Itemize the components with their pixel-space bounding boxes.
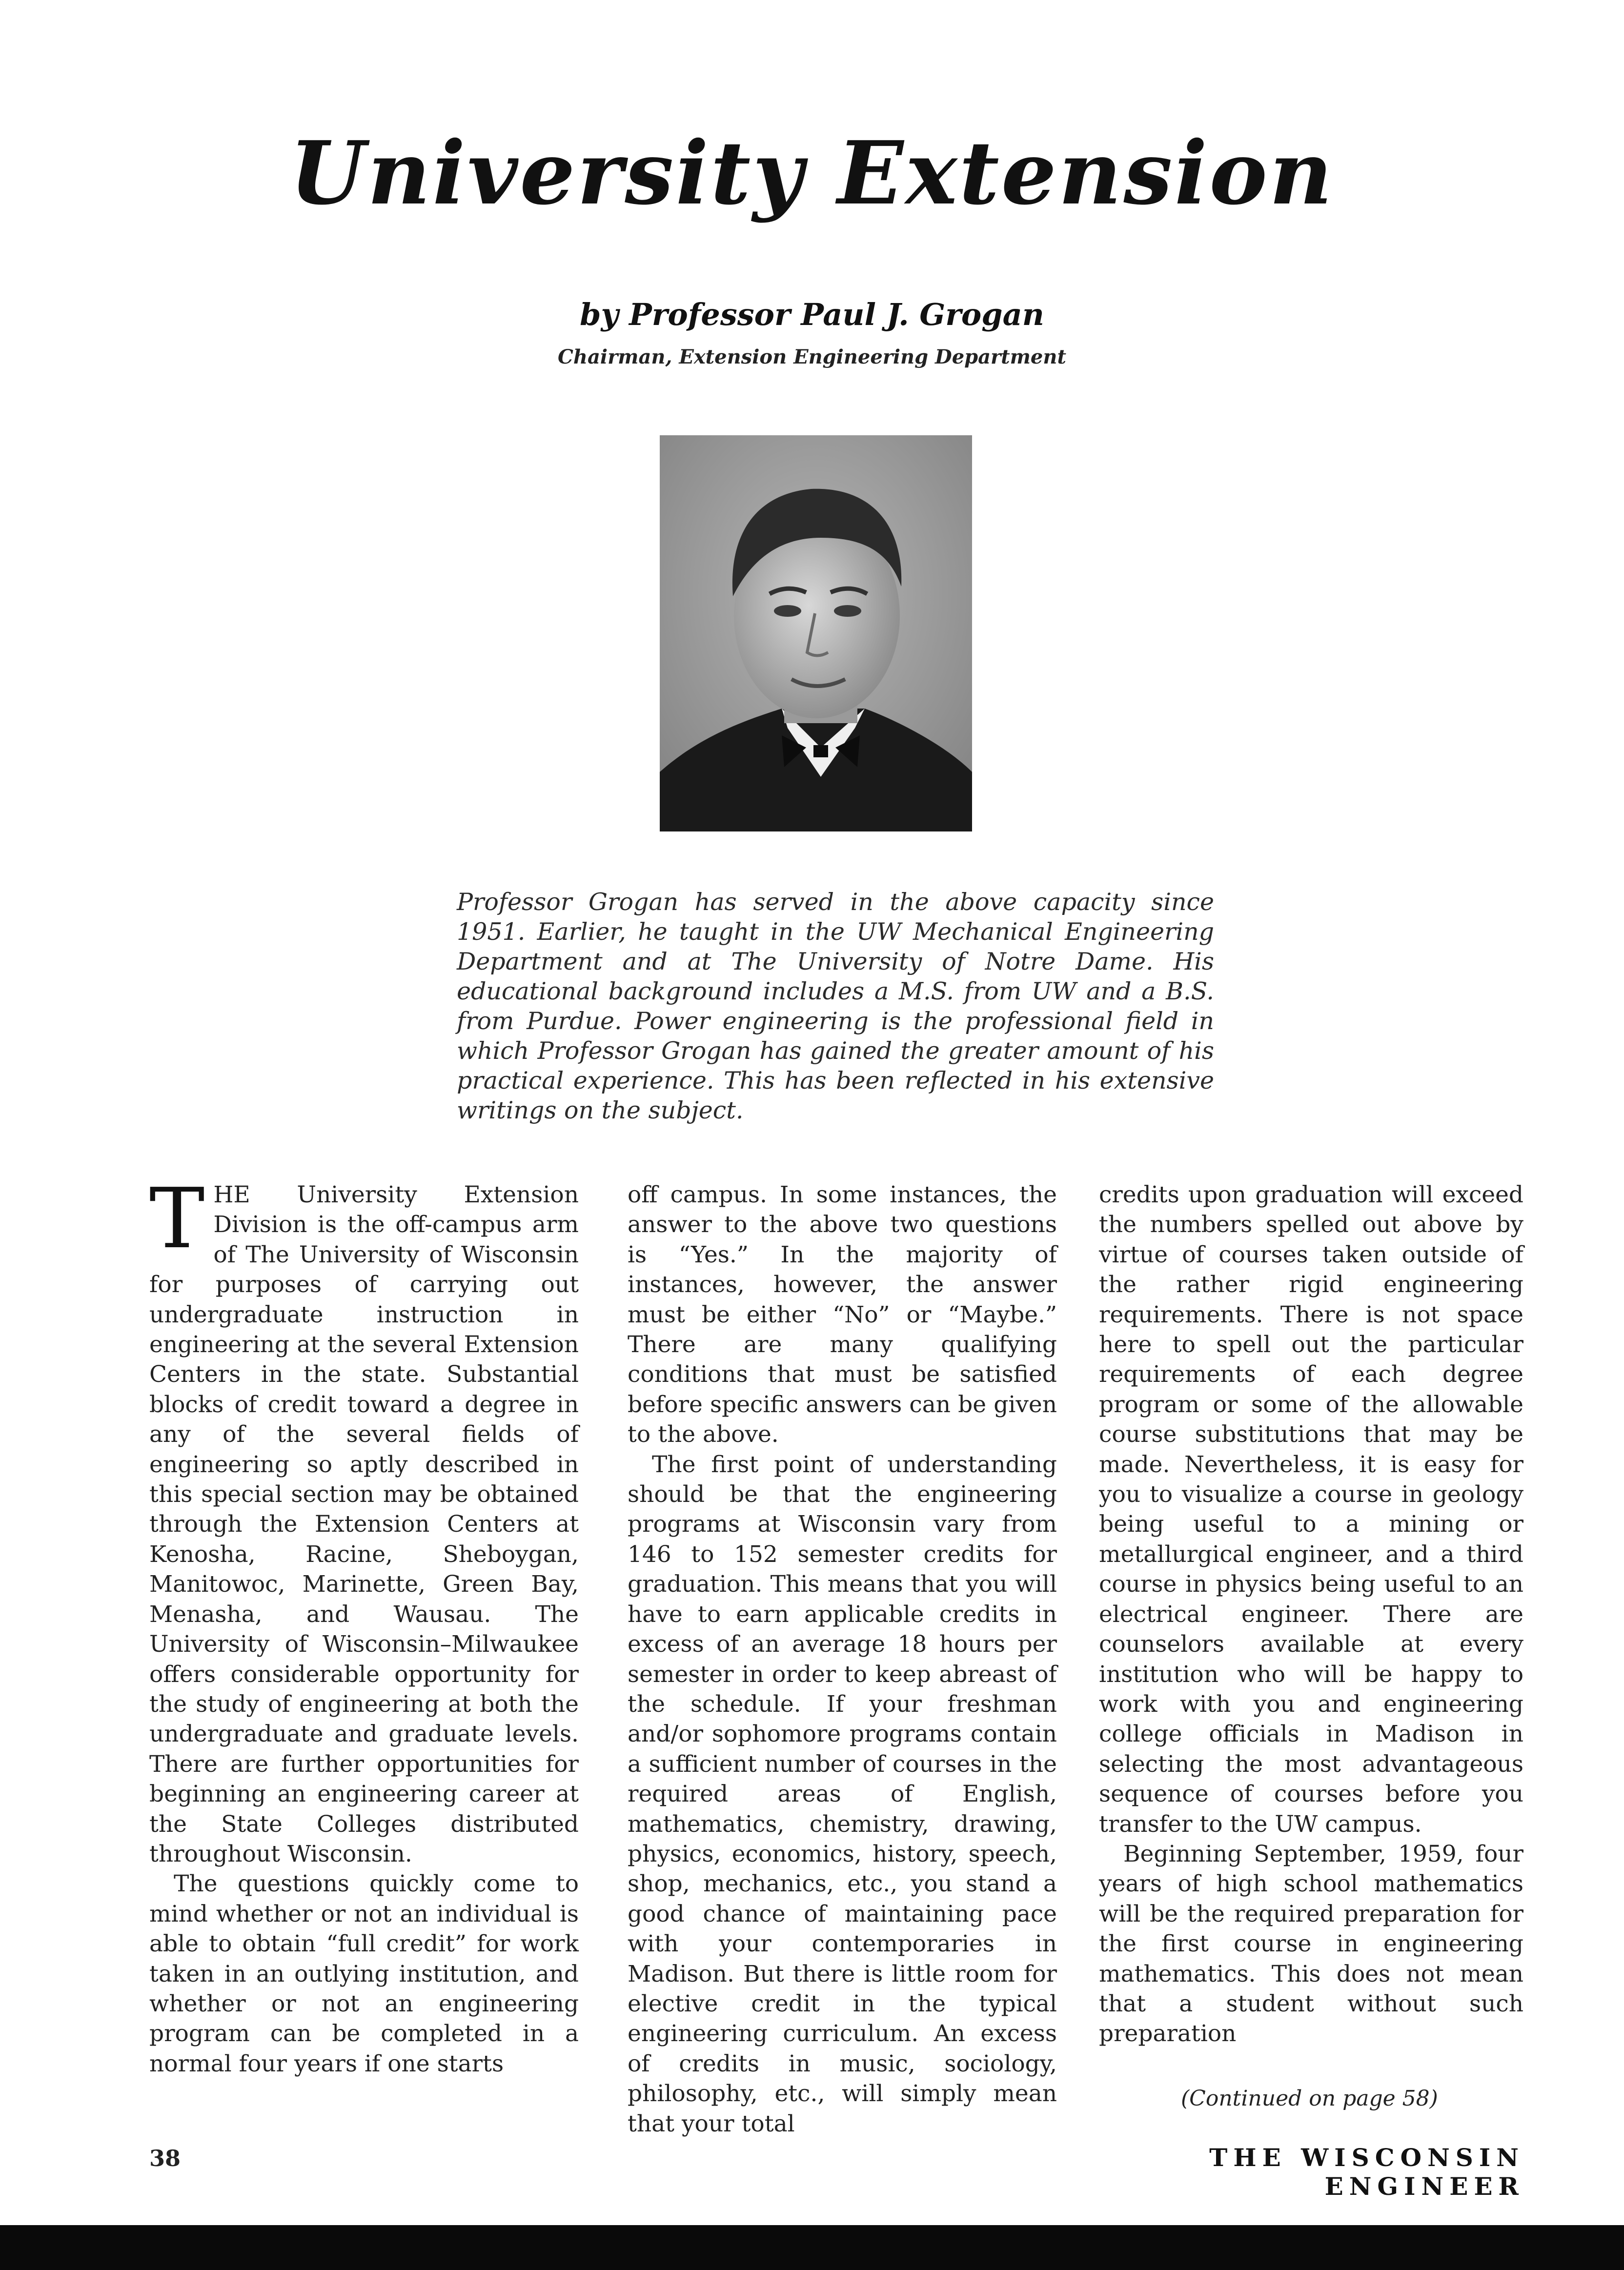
paragraph: off campus. In some instances, the answer to the above two questions is “Yes.” In the majority of instances, however, the answer must be either “No” or “Maybe.” There are many qualifying conditions that must be satisfied before specific answers can be given to the above.	[628, 1181, 1057, 1448]
paragraph: credits upon graduation will exceed the numbers spelled out above by virtue of courses taken outside of the rather rigid engineering requirements. There is not space here to spell out the particular requirements of each degree program or some of the allowable course substitutions that may be made. Nevertheless, it is easy for you to visualize a course in geology being useful to a mining or metallurgical engineer, and a third course in physics being useful to an electrical engineer. There are counselors available at every institution who will be happy to work with you and engineering college officials in Madison in selecting the most advantageous sequence of courses before you transfer to the UW campus.	[1099, 1181, 1523, 1838]
paragraph-text: HE University Extension Division is the off-campus arm of The University of Wisconsin for purposes of carrying out undergraduate instruction in engineering at the several Extension Centers in the state. Substantial blocks of credit toward a degree in any of the several fields of engineering so aptly described in this special section may be obtained through the Extension Centers at Kenosha, Racine, Sheboygan, Manitowoc, Marinette, Green Bay, Menasha, and Wausau. The University of Wisconsin–Milwaukee offers considerable opportunity for the study of engineering at both the undergraduate and graduate levels. There are further opportunities for beginning an engineering career at the State Colleges distributed throughout Wisconsin.	[149, 1181, 579, 1867]
paragraph: The questions quickly come to mind whether or not an individual is able to obtain “full credit” for work taken in an outlying institution, and whether or not an engineering program can be completed in a normal four years if one starts	[149, 1870, 579, 2077]
byline: by Professor Paul J. Grogan	[580, 297, 1044, 332]
affiliation: Chairman, Extension Engineering Department	[558, 345, 1066, 368]
article-title: University Extension	[289, 122, 1335, 224]
author-portrait	[660, 435, 972, 831]
author-caption: Professor Grogan has served in the above capacity since 1951. Earlier, he taught in the UW Mechanical Engineering Department and at The University of Notre Dame. His educational background includes a M.S. from UW and a B.S. from Purdue. Power engineering is the professional field in which Professor Grogan has gained the greater amount of his practical experience. This has been reflected in his extensive writings on the subject.	[457, 888, 1214, 1124]
drop-cap: T	[149, 1171, 205, 1267]
body-column-1	[149, 1171, 579, 2079]
continued-note: (Continued on page 58)	[1181, 2086, 1438, 2111]
running-head: THE WISCONSIN ENGINEER	[1209, 2143, 1524, 2201]
paragraph: The first point of understanding should be that the engineering programs at Wisconsin vary from 146 to 152 semester credits for graduation. This means that you will have to earn applicable credits in excess of an average 18 hours per semester in order to keep abreast of the schedule. If your freshman and/or sophomore programs contain a sufficient number of courses in the required areas of English, mathematics, chemistry, drawing, physics, economics, history, speech, shop, mechanics, etc., you stand a good chance of maintaining pace with your contemporaries in Madison. But there is little room for elective credit in the typical engineering curriculum. An excess of credits in music, sociology, philosophy, etc., will simply mean that your total	[628, 1451, 1057, 2137]
scan-bottom-edge	[0, 2225, 1624, 2270]
paragraph: Beginning September, 1959, four years of high school mathematics will be the required preparation for the first course in engineering mathematics. This does not mean that a student without such preparation	[1099, 1840, 1523, 2047]
page-number: 38	[149, 2145, 181, 2171]
body-column-3	[1099, 1180, 1523, 2049]
body-column-2	[628, 1180, 1057, 2139]
paragraph	[149, 1171, 579, 1869]
